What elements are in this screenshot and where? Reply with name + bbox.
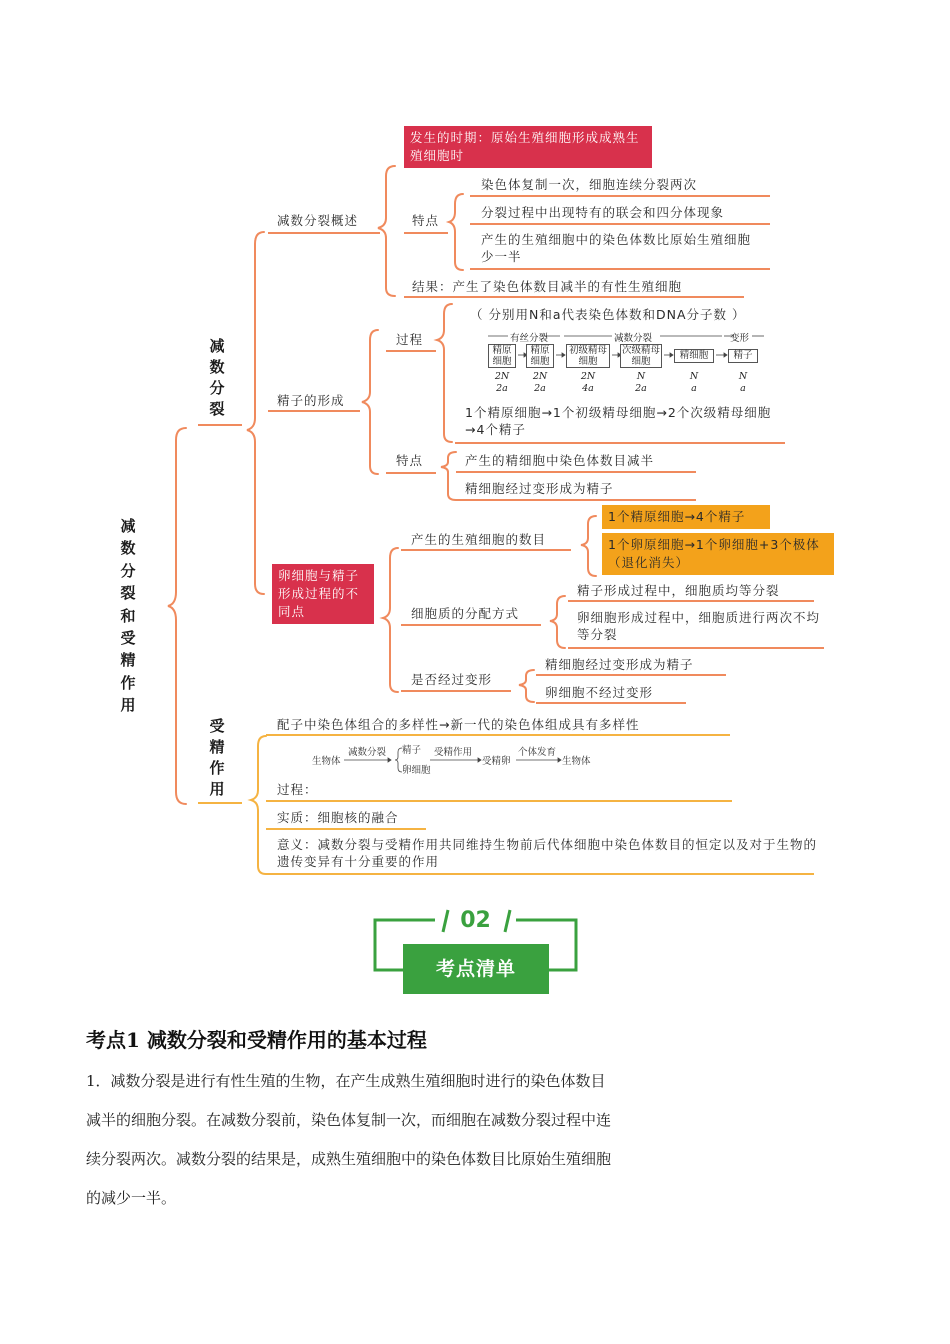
diff-count-sperm: 1个精原细胞→4个精子 bbox=[602, 505, 770, 529]
paragraph-line: 1．减数分裂是进行有性生殖的生物，在产生成熟生殖细胞时进行的染色体数目 bbox=[86, 1072, 606, 1090]
fert-flow-diagram bbox=[310, 742, 610, 778]
fert-diversity: 配子中染色体组合的多样性→新一代的染色体组成具有多样性 bbox=[277, 717, 640, 732]
sperm-summary-underline bbox=[455, 442, 785, 444]
overview-feature-2: 分裂过程中出现特有的联会和四分体现象 bbox=[481, 205, 725, 220]
fert-organism-2: 生物体 bbox=[562, 756, 591, 767]
overview-feature-1: 染色体复制一次，细胞连续分裂两次 bbox=[481, 177, 698, 192]
sperm-feature-2-underline bbox=[456, 499, 696, 501]
flow-a: 2a bbox=[534, 383, 546, 394]
fert-organism: 生物体 bbox=[312, 756, 341, 767]
flow-n: N bbox=[636, 371, 646, 382]
overview-underline bbox=[268, 232, 380, 234]
fert-process-underline bbox=[266, 800, 732, 802]
fert-diversity-underline bbox=[266, 734, 730, 736]
meiosis-node: 减数分裂 bbox=[209, 337, 225, 418]
flow-cell: 精子 bbox=[728, 349, 758, 363]
sperm-summary: 1个精原细胞→1个初级精母细胞→2个次级精母细胞→4个精子 bbox=[465, 405, 772, 437]
diff-deform-sperm-underline bbox=[536, 674, 726, 676]
diff-count-underline bbox=[401, 549, 571, 551]
meiosis-underline bbox=[198, 424, 242, 426]
overview-period-box: 发生的时期：原始生殖细胞形成成熟生殖细胞时 bbox=[404, 126, 652, 168]
fert-essence: 实质：细胞核的融合 bbox=[277, 810, 399, 825]
sperm-process-underline bbox=[386, 350, 436, 352]
sperm-feature-1-underline bbox=[456, 471, 696, 473]
fert-meiosis: 减数分裂 bbox=[348, 747, 387, 758]
sperm-features-label: 特点 bbox=[396, 453, 424, 468]
diff-cyto-underline bbox=[401, 624, 541, 626]
fertilization-node: 受精作用 bbox=[209, 717, 225, 798]
flow-n: N bbox=[738, 371, 748, 382]
paragraph-line: 的减少一半。 bbox=[86, 1189, 177, 1207]
fert-sperm: 精子 bbox=[402, 745, 422, 756]
flow-stage-meiosis: 减数分裂 bbox=[614, 333, 653, 344]
diff-label-box: 卵细胞与精子形成过程的不同点 bbox=[272, 564, 374, 624]
diff-deform-egg-underline bbox=[536, 702, 686, 704]
fert-meaning: 意义：减数分裂与受精作用共同维持生物前后代体细胞中染色体数目的恒定以及对于生物的遗传变异有十分重要的作用 bbox=[277, 837, 818, 869]
diff-count-label: 产生的生殖细胞的数目 bbox=[411, 532, 547, 547]
overview-feature-3-underline bbox=[470, 268, 770, 270]
sperm-flow-diagram bbox=[484, 328, 774, 398]
overview-result: 结果：产生了染色体数目减半的有性生殖细胞 bbox=[412, 279, 683, 294]
section-badge bbox=[373, 906, 578, 996]
fert-fertilize: 受精作用 bbox=[434, 747, 473, 758]
flow-n: 2N bbox=[494, 371, 510, 382]
flow-n: N bbox=[689, 371, 699, 382]
sperm-feature-1: 产生的精细胞中染色体数目减半 bbox=[465, 453, 655, 468]
sperm-label: 精子的形成 bbox=[277, 393, 345, 408]
fert-develop: 个体发育 bbox=[518, 747, 557, 758]
diff-count-egg: 1个卵原细胞→1个卵细胞+3个极体（退化消失） bbox=[602, 533, 834, 575]
diff-deform-underline bbox=[401, 690, 511, 692]
flow-stage-deform: 变形 bbox=[730, 333, 750, 344]
flow-cell: 精原细胞 bbox=[526, 344, 554, 368]
flow-n: 2N bbox=[580, 371, 596, 382]
sperm-feature-2: 精细胞经过变形成为精子 bbox=[465, 481, 614, 496]
flow-a: a bbox=[740, 383, 746, 394]
root-node: 减数分裂和受精作用 bbox=[120, 517, 136, 715]
sperm-features-underline bbox=[386, 472, 436, 474]
fert-essence-underline bbox=[266, 828, 426, 830]
overview-features-underline bbox=[404, 232, 448, 234]
overview-features-label: 特点 bbox=[412, 213, 440, 228]
overview-feature-1-underline bbox=[470, 195, 770, 197]
flow-n: 2N bbox=[532, 371, 548, 382]
section-heading: 考点1 减数分裂和受精作用的基本过程 bbox=[86, 1028, 427, 1052]
overview-result-underline bbox=[404, 296, 744, 298]
flow-cell: 次级精母细胞 bbox=[621, 345, 660, 367]
sperm-underline bbox=[268, 410, 360, 412]
overview-label: 减数分裂概述 bbox=[277, 213, 359, 228]
sperm-process-note: （ 分别用N和a代表染色体数和DNA分子数 ） bbox=[470, 307, 746, 322]
flow-stage-mitosis: 有丝分裂 bbox=[510, 333, 549, 344]
diff-cyto-egg: 卵细胞形成过程中，细胞质进行两次不均等分裂 bbox=[577, 610, 821, 642]
diff-cyto-egg-underline bbox=[568, 647, 824, 649]
flow-cell: 精原细胞 bbox=[488, 344, 516, 368]
flow-cell: 精细胞 bbox=[674, 349, 714, 363]
flow-a: 2a bbox=[496, 383, 508, 394]
fert-process-label: 过程： bbox=[277, 782, 318, 797]
badge-number: 02 bbox=[460, 908, 491, 933]
fert-meaning-underline bbox=[266, 873, 814, 875]
overview-feature-2-underline bbox=[470, 223, 770, 225]
flow-a: 4a bbox=[582, 383, 594, 394]
paragraph-line: 续分裂两次。减数分裂的结果是，成熟生殖细胞中的染色体数目比原始生殖细胞 bbox=[86, 1150, 612, 1168]
badge-title: 考点清单 bbox=[435, 958, 516, 980]
diff-deform-label: 是否经过变形 bbox=[411, 672, 493, 687]
diff-cyto-sperm-underline bbox=[568, 600, 814, 602]
flow-a: 2a bbox=[635, 383, 647, 394]
diff-cyto-label: 细胞质的分配方式 bbox=[411, 606, 520, 621]
flow-a: a bbox=[691, 383, 697, 394]
paragraph-line: 减半的细胞分裂。在减数分裂前，染色体复制一次，而细胞在减数分裂过程中连 bbox=[86, 1111, 612, 1129]
badge-title-box bbox=[403, 944, 549, 994]
diff-deform-sperm: 精细胞经过变形成为精子 bbox=[545, 657, 694, 672]
fert-egg: 卵细胞 bbox=[402, 765, 431, 776]
fertilization-underline bbox=[198, 802, 242, 804]
sperm-process-label: 过程 bbox=[396, 332, 424, 347]
diff-deform-egg: 卵细胞不经过变形 bbox=[545, 685, 654, 700]
diff-cyto-sperm: 精子形成过程中，细胞质均等分裂 bbox=[577, 583, 780, 598]
section-paragraph bbox=[86, 1062, 686, 1218]
overview-feature-3: 产生的生殖细胞中的染色体数比原始生殖细胞少一半 bbox=[481, 232, 752, 264]
fert-zygote: 受精卵 bbox=[482, 756, 511, 767]
flow-cell: 初级精母细胞 bbox=[566, 344, 610, 368]
